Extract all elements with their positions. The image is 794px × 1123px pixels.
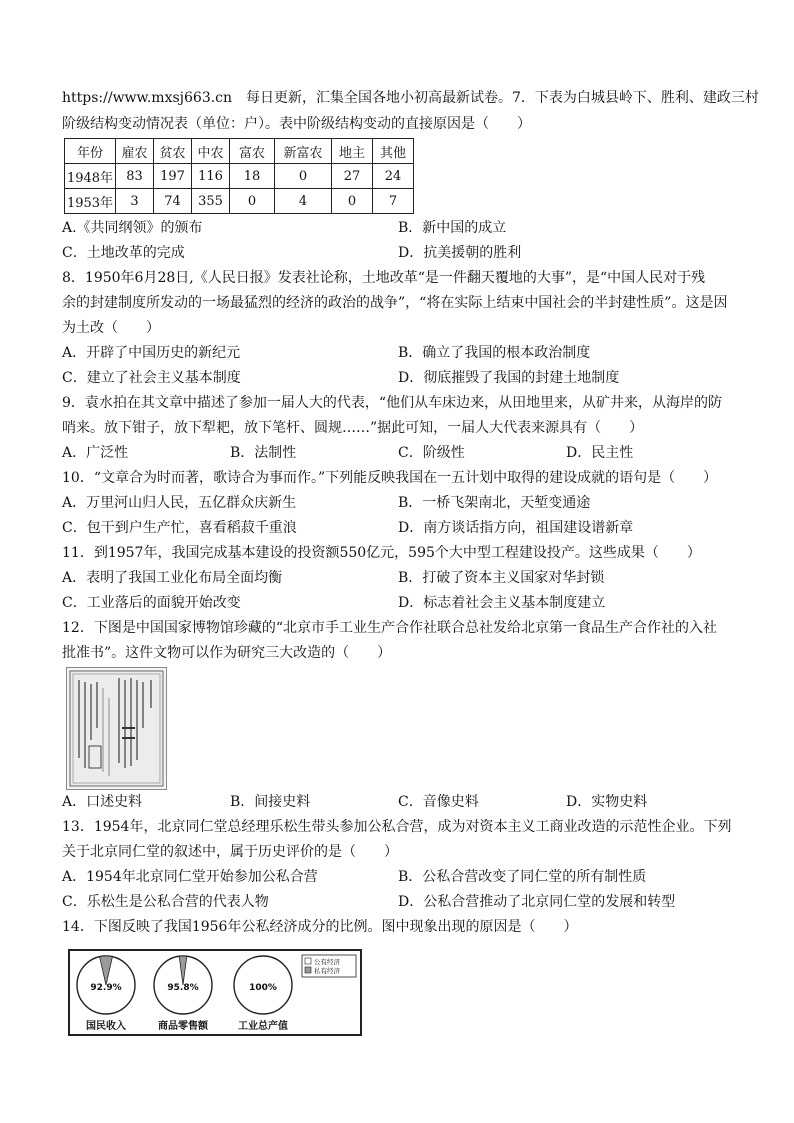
table-cell: 197: [154, 164, 192, 189]
q12-stem-line: 12．下图是中国国家博物馆珍藏的“北京市手工业生产合作社联合总社发给北京第一食品生产合作社的入社: [62, 620, 717, 636]
pie-category-label: 工业总产值: [238, 1021, 288, 1032]
economic-composition-chart: [68, 949, 362, 1036]
table-row: [65, 189, 414, 214]
table-cell: 74: [154, 189, 192, 214]
q10-option-d[interactable]: D．南方谈话指方向，祖国建设谱新章: [398, 520, 634, 536]
table-cell: 1953年: [65, 189, 116, 214]
table-cell: 4: [275, 189, 332, 214]
q10-stem-line: 10．“文章合为时而著，歌诗合为事而作。”下列能反映我国在一五计划中取得的建设成就的语句是（ ）: [62, 470, 718, 486]
q7-stem-line: 阶级结构变动情况表（单位：户）。表中阶级结构变动的直接原因是（ ）: [62, 116, 531, 132]
q13-option-a[interactable]: A．1954年北京同仁堂开始参加公私合营: [62, 869, 318, 885]
q10-option-c[interactable]: C．包干到户生产忙，喜看稻菽千重浪: [62, 520, 297, 536]
pie-category-label: 商品零售额: [158, 1021, 208, 1032]
q12-option-c[interactable]: C．音像史料: [398, 794, 479, 810]
table-cell: 27: [332, 164, 373, 189]
pie-value-label: 100%: [249, 983, 277, 993]
table-header-cell: 富农: [230, 139, 275, 164]
q13-stem-line: 13．1954年，北京同仁堂总经理乐松生带头参加公私合营，成为对资本主义工商业改造的示范性企业。下列: [62, 819, 732, 835]
table-cell: 7: [373, 189, 414, 214]
q14-stem-line: 14．下图反映了我国1956年公私经济成分的比例。图中现象出现的原因是（ ）: [62, 919, 578, 935]
table-cell: 18: [230, 164, 275, 189]
q9-option-d[interactable]: D．民主性: [566, 445, 634, 461]
q9-stem-line: 哨来。放下钳子，放下犁耙，放下笔杆、圆规……”据此可知，一届人大代表来源具有（ ）: [62, 420, 644, 436]
table-header-cell: 其他: [373, 139, 414, 164]
table-header-cell: 雇农: [116, 139, 154, 164]
q12-option-b[interactable]: B．间接史料: [230, 794, 311, 810]
admission-certificate-photo: [66, 667, 167, 790]
q8-stem-line: 为土改（ ）: [62, 320, 160, 336]
table-header-row: [65, 139, 414, 164]
table-cell: 0: [332, 189, 373, 214]
legend-label: 公有经济: [314, 958, 340, 966]
legend-swatch-public: [305, 958, 311, 964]
q7-option-d[interactable]: D．抗美援朝的胜利: [398, 245, 522, 261]
table-cell: 1948年: [65, 164, 116, 189]
q10-option-b[interactable]: B．一桥飞架南北，天堑变通途: [398, 495, 591, 511]
q8-option-d[interactable]: D．彻底摧毁了我国的封建土地制度: [398, 370, 620, 386]
q9-option-a[interactable]: A．广泛性: [62, 445, 129, 461]
document-image-icon: [67, 668, 166, 789]
q9-stem-line: 9．袁水拍在其文章中描述了参加一届人大的代表，“他们从车床边来，从田地里来，从矿井来，从海岸的防: [62, 395, 723, 411]
table-header-cell: 中农: [192, 139, 230, 164]
pie-chart-svg: [70, 951, 360, 1034]
table-header-cell: 新富农: [275, 139, 332, 164]
q11-option-a[interactable]: A．表明了我国工业化布局全面均衡: [62, 570, 283, 586]
q11-stem-line: 11．到1957年，我国完成基本建设的投资额550亿元，595个大中型工程建设投产。这些成果（ ）: [62, 545, 701, 561]
q13-stem-line: 关于北京同仁堂的叙述中，属于历史评价的是（ ）: [62, 844, 398, 860]
q11-option-d[interactable]: D．标志着社会主义基本制度建立: [398, 595, 606, 611]
pie-category-label: 国民收入: [86, 1021, 126, 1032]
q9-option-b[interactable]: B．法制性: [230, 445, 297, 461]
legend-swatch-private: [305, 967, 311, 973]
q7-option-c[interactable]: C．土地改革的完成: [62, 245, 185, 261]
q8-stem-line: 余的封建制度所发动的一场最猛烈的经济的政治的战争”，“将在实际上结束中国社会的半封建性质”。这是因: [62, 295, 728, 311]
table-cell: 355: [192, 189, 230, 214]
q7-table: [64, 138, 414, 214]
q13-option-b[interactable]: B．公私合营改变了同仁堂的所有制性质: [398, 869, 647, 885]
q12-stem-line: 批准书”。这件文物可以作为研究三大改造的（ ）: [62, 645, 392, 661]
table-row: [65, 164, 414, 189]
q8-option-b[interactable]: B．确立了我国的根本政治制度: [398, 345, 591, 361]
table-cell: 0: [230, 189, 275, 214]
q11-option-b[interactable]: B．打破了资本主义国家对华封锁: [398, 570, 605, 586]
table-header-cell: 年份: [65, 139, 116, 164]
pie-value-label: 92.9%: [90, 983, 122, 993]
q8-option-c[interactable]: C．建立了社会主义基本制度: [62, 370, 241, 386]
q12-option-d[interactable]: D．实物史料: [566, 794, 648, 810]
table-header-cell: 贫农: [154, 139, 192, 164]
q12-option-a[interactable]: A．口述史料: [62, 794, 143, 810]
table-cell: 24: [373, 164, 414, 189]
q13-option-c[interactable]: C．乐松生是公私合营的代表人物: [62, 894, 269, 910]
table-cell: 83: [116, 164, 154, 189]
table-header-cell: 地主: [332, 139, 373, 164]
table-cell: 116: [192, 164, 230, 189]
q7-option-b[interactable]: B．新中国的成立: [398, 220, 507, 236]
q10-option-a[interactable]: A．万里河山归人民，五亿群众庆新生: [62, 495, 297, 511]
pie-value-label: 95.8%: [167, 983, 199, 993]
legend-label: 私有经济: [314, 967, 340, 975]
header-line: https://www.mxsj663.cn 每日更新，汇集全国各地小初高最新试卷。7．下表为白城县岭下、胜利、建政三村: [62, 90, 759, 106]
q7-option-a[interactable]: A.《共同纲领》的颁布: [62, 220, 203, 236]
q8-stem-line: 8．1950年6月28日,《人民日报》发表社论称，土地改革“是一件翻天覆地的大事”，是“中国人民对于残: [62, 270, 706, 286]
q9-option-c[interactable]: C．阶级性: [398, 445, 465, 461]
table-cell: 3: [116, 189, 154, 214]
table-cell: 0: [275, 164, 332, 189]
q13-option-d[interactable]: D．公私合营推动了北京同仁堂的发展和转型: [398, 894, 676, 910]
q11-option-c[interactable]: C．工业落后的面貌开始改变: [62, 595, 241, 611]
q8-option-a[interactable]: A．开辟了中国历史的新纪元: [62, 345, 241, 361]
